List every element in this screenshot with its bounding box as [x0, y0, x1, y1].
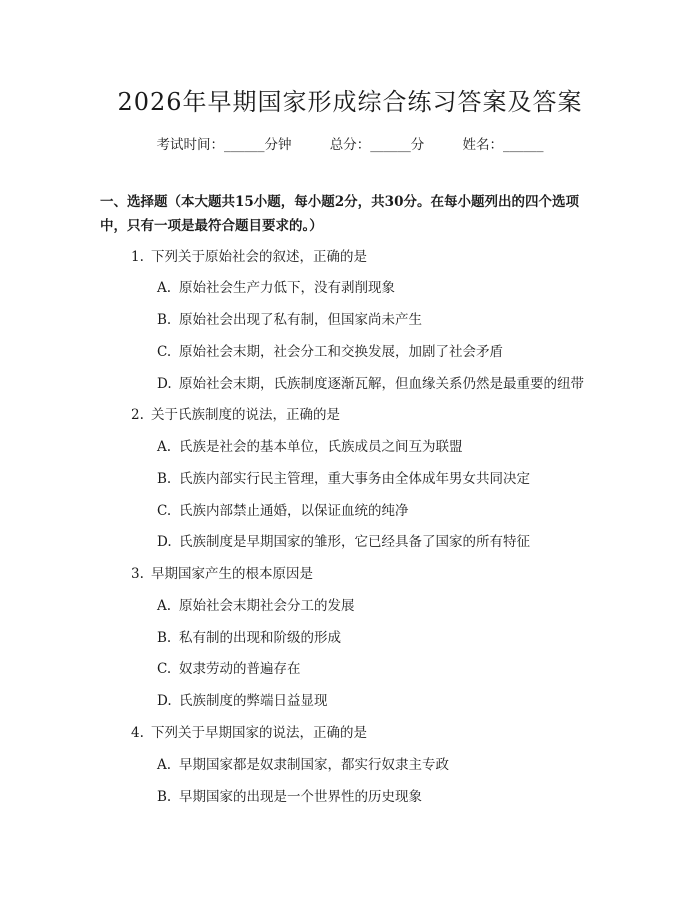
option-3d [157, 689, 328, 709]
option-letter: A. [157, 280, 172, 296]
option-letter: C. [157, 503, 172, 519]
question-number: 2. [131, 407, 144, 423]
option-letter: B. [157, 630, 172, 646]
option-3b [157, 626, 341, 646]
option-text: 原始社会出现了私有制，但国家尚未产生 [179, 312, 422, 328]
option-1d [157, 372, 584, 392]
option-text: 原始社会末期，社会分工和交换发展，加剧了社会矛盾 [179, 344, 503, 360]
option-text: 原始社会末期，氏族制度逐渐瓦解，但血缘关系仍然是最重要的纽带 [179, 376, 584, 392]
option-4b [157, 785, 422, 805]
option-1b [157, 308, 422, 328]
option-2d [157, 530, 530, 550]
option-letter: B. [157, 312, 172, 328]
question-text: 早期国家产生的根本原因是 [151, 566, 313, 582]
option-3c [157, 657, 301, 677]
question-text: 下列关于早期国家的说法，正确的是 [151, 725, 367, 741]
question-number: 1. [131, 249, 144, 265]
option-letter: B. [157, 789, 172, 805]
option-letter: C. [157, 344, 172, 360]
option-2c [157, 499, 409, 519]
option-3a [157, 594, 355, 614]
option-text: 氏族是社会的基本单位，氏族成员之间互为联盟 [179, 439, 463, 455]
option-text: 原始社会生产力低下，没有剥削现象 [179, 280, 395, 296]
total-score-field: 总分：______分 [329, 137, 425, 153]
question-number: 4. [131, 725, 144, 741]
student-name-field: 姓名：______ [462, 137, 544, 153]
exam-time-field: 考试时间：______分钟 [156, 137, 292, 153]
question-number: 3. [131, 566, 144, 582]
option-1c [157, 340, 503, 360]
option-text: 早期国家的出现是一个世界性的历史现象 [179, 789, 422, 805]
question-1 [131, 245, 367, 265]
option-4a [157, 753, 449, 773]
option-2b [157, 467, 530, 487]
question-text: 关于氏族制度的说法，正确的是 [151, 407, 340, 423]
option-letter: A. [157, 598, 172, 614]
option-2a [157, 435, 463, 455]
option-text: 私有制的出现和阶级的形成 [179, 630, 341, 646]
option-text: 奴隶劳动的普遍存在 [179, 661, 301, 677]
option-text: 氏族制度的弊端日益显现 [179, 693, 328, 709]
option-text: 氏族制度是早期国家的雏形，它已经具备了国家的所有特征 [179, 534, 530, 550]
option-text: 氏族内部禁止通婚，以保证血统的纯净 [179, 503, 409, 519]
option-letter: C. [157, 661, 172, 677]
option-letter: A. [157, 757, 172, 773]
page-title: 2026年早期国家形成综合练习答案及答案 [117, 88, 583, 116]
option-text: 早期国家都是奴隶制国家，都实行奴隶主专政 [179, 757, 449, 773]
question-text: 下列关于原始社会的叙述，正确的是 [151, 249, 367, 265]
option-letter: D. [157, 534, 172, 550]
exam-meta-line [0, 133, 700, 153]
option-letter: B. [157, 471, 172, 487]
question-3 [131, 562, 313, 582]
question-2 [131, 403, 340, 423]
option-letter: A. [157, 439, 172, 455]
question-4 [131, 721, 367, 741]
option-text: 氏族内部实行民主管理，重大事务由全体成年男女共同决定 [179, 471, 530, 487]
option-letter: D. [157, 693, 172, 709]
option-text: 原始社会末期社会分工的发展 [179, 598, 355, 614]
option-1a [157, 276, 395, 296]
option-letter: D. [157, 376, 172, 392]
section-heading: 一、选择题（本大题共15小题，每小题2分，共30分。在每小题列出的四个选项中，只有一项是最符合题目要求的。） [100, 194, 579, 234]
